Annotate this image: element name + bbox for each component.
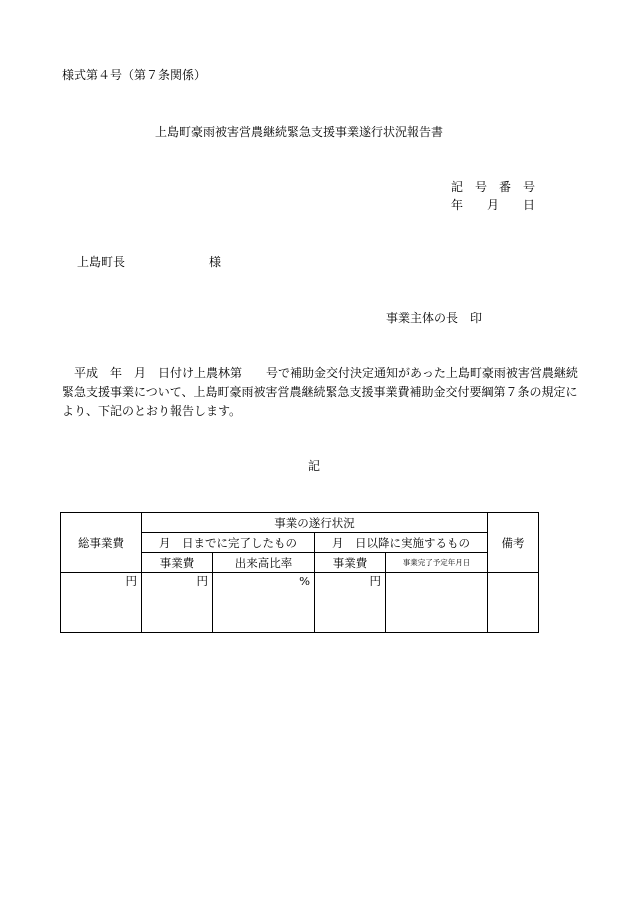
ki-heading: 記 <box>308 459 321 473</box>
completed-cost-cell: 円 <box>142 573 213 633</box>
table-row <box>61 573 539 633</box>
form-number: 様式第４号（第７条関係） <box>62 68 207 82</box>
project-cost-header: 事業費 <box>142 553 213 573</box>
reference-number: 記 号 番 号 <box>451 180 536 194</box>
remarks-header: 備考 <box>488 513 539 573</box>
project-cost-header-2: 事業費 <box>315 553 386 573</box>
document-title: 上島町豪雨被害営農継続緊急支援事業遂行状況報告書 <box>155 125 444 139</box>
scheduled-date-cell <box>386 573 488 633</box>
addressee: 上島町長 様 <box>77 255 222 269</box>
date-line: 年 月 日 <box>451 198 536 212</box>
remarks-cell <box>488 573 539 633</box>
completion-rate-header: 出来高比率 <box>213 553 315 573</box>
completed-by-header: 月 日までに完了したもの <box>142 533 315 553</box>
table-header-row <box>61 513 539 533</box>
scheduled-date-header: 事業完了予定年月日 <box>386 553 488 573</box>
total-cost-header: 総事業費 <box>61 513 142 573</box>
completion-rate-cell: % <box>213 573 315 633</box>
remaining-cost-cell: 円 <box>315 573 386 633</box>
body-paragraph: 平成 年 月 日付け上農林第 号で補助金交付決定通知があった上島町豪雨被害営農継続緊急支援事業について、上島町豪雨被害営農継続緊急支援事業費補助金交付要綱第７条の規定により、下記のとおり報告します。 <box>62 366 578 418</box>
sender-signature: 事業主体の長 印 <box>386 311 483 325</box>
total-cost-cell: 円 <box>61 573 142 633</box>
implemented-after-header: 月 日以降に実施するもの <box>315 533 488 553</box>
progress-status-header: 事業の遂行状況 <box>142 513 488 533</box>
progress-report-table <box>60 512 539 633</box>
